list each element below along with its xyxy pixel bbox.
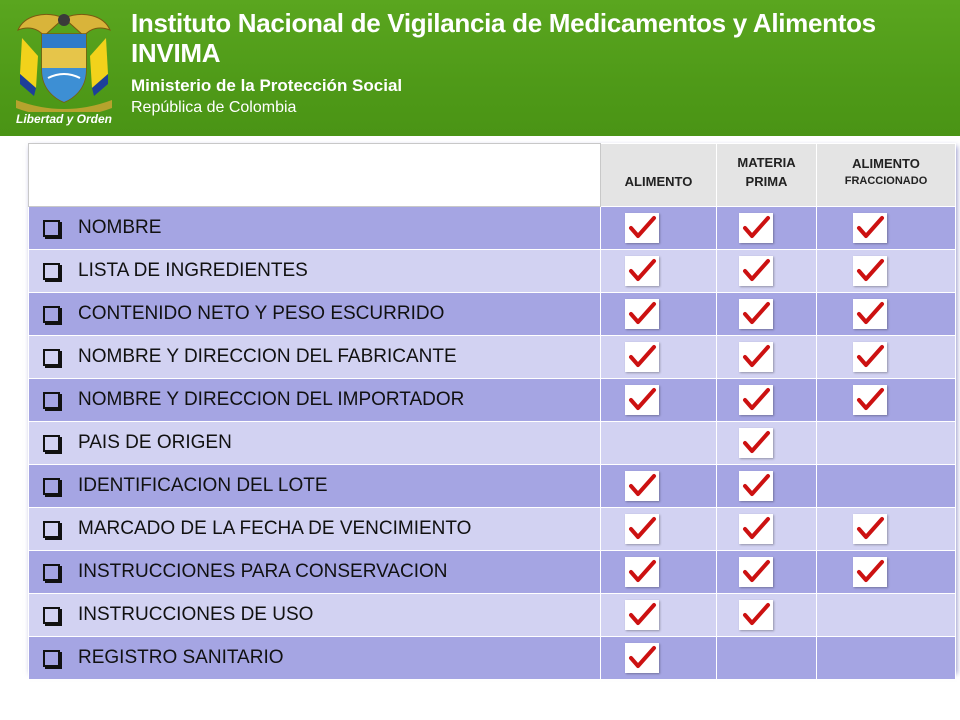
requirement-check-cell (717, 379, 817, 422)
logo-motto: Libertad y Orden (15, 112, 113, 126)
checkmark-icon (625, 643, 659, 673)
table-header-row (29, 144, 956, 207)
checkmark-icon (853, 342, 887, 372)
checkmark-icon (739, 600, 773, 630)
requirement-item (29, 217, 600, 239)
column-header-line2: ALIMENTO (624, 173, 693, 189)
header-corner-cell (29, 144, 601, 207)
labeling-requirements-table (28, 143, 955, 671)
requirement-item (29, 475, 600, 497)
checkbox-bullet-icon (43, 521, 60, 538)
requirement-check-cell (817, 508, 956, 551)
requirement-label: CONTENIDO NETO Y PESO ESCURRIDO (78, 303, 445, 324)
requirement-label-cell (29, 379, 601, 422)
requirement-label-cell (29, 422, 601, 465)
requirement-item (29, 604, 600, 626)
table-row (29, 379, 956, 422)
column-header-line1: ALIMENTO (852, 155, 920, 171)
requirement-check-cell (717, 465, 817, 508)
checkmark-icon (853, 213, 887, 243)
column-header-alimento-fraccionado (817, 144, 956, 207)
checkmark-icon (625, 385, 659, 415)
table-row (29, 594, 956, 637)
checkmark-icon (739, 557, 773, 587)
checkbox-bullet-icon (43, 306, 60, 323)
requirement-label-cell (29, 250, 601, 293)
table-row (29, 551, 956, 594)
country-label: República de Colombia (131, 99, 297, 116)
requirement-label-cell (29, 207, 601, 250)
requirement-check-cell (717, 637, 817, 680)
checkmark-icon (739, 256, 773, 286)
requirement-label-cell (29, 508, 601, 551)
requirement-check-cell (817, 422, 956, 465)
checkmark-icon (853, 385, 887, 415)
table-row (29, 207, 956, 250)
checkmark-icon (739, 428, 773, 458)
table-row (29, 637, 956, 680)
requirement-label-cell (29, 465, 601, 508)
requirement-item (29, 260, 600, 282)
checkbox-bullet-icon (43, 263, 60, 280)
requirement-check-cell (601, 465, 717, 508)
column-header-line2: PRIMA (745, 174, 788, 189)
requirement-check-cell (817, 336, 956, 379)
checkmark-icon (625, 514, 659, 544)
requirement-check-cell (601, 293, 717, 336)
requirement-check-cell (601, 250, 717, 293)
checkmark-icon (739, 342, 773, 372)
requirement-check-cell (601, 336, 717, 379)
requirement-label: INSTRUCCIONES PARA CONSERVACION (78, 561, 448, 582)
requirement-check-cell (601, 594, 717, 637)
table-row (29, 422, 956, 465)
requirement-check-cell (601, 379, 717, 422)
requirement-check-cell (817, 637, 956, 680)
checkmark-icon (625, 256, 659, 286)
table-row (29, 336, 956, 379)
requirement-check-cell (817, 465, 956, 508)
checkmark-icon (625, 471, 659, 501)
checkmark-icon (625, 213, 659, 243)
checkbox-bullet-icon (43, 220, 60, 237)
checkbox-bullet-icon (43, 607, 60, 624)
page-title: Instituto Nacional de Vigilancia de Medicamentos y Alimentos INVIMA (131, 8, 876, 68)
requirement-item (29, 303, 600, 325)
checkmark-icon (625, 557, 659, 587)
column-header-line2: FRACCIONADO (844, 174, 928, 187)
requirement-item (29, 518, 600, 540)
requirement-label: NOMBRE Y DIRECCION DEL IMPORTADOR (78, 389, 465, 410)
requirement-item (29, 647, 600, 669)
requirement-item (29, 389, 600, 411)
table-row (29, 250, 956, 293)
column-header-alimento (601, 144, 717, 207)
checkmark-icon (625, 342, 659, 372)
requirement-check-cell (817, 379, 956, 422)
checkbox-bullet-icon (43, 349, 60, 366)
checkmark-icon (625, 299, 659, 329)
requirement-check-cell (717, 207, 817, 250)
colombia-coat-of-arms-logo (14, 8, 114, 128)
requirement-label-cell (29, 293, 601, 336)
requirement-label-cell (29, 336, 601, 379)
requirement-item (29, 432, 600, 454)
requirement-check-cell (717, 250, 817, 293)
column-header-line1: MATERIA (737, 155, 796, 170)
table-row (29, 508, 956, 551)
requirement-check-cell (817, 207, 956, 250)
requirement-check-cell (601, 508, 717, 551)
requirement-check-cell (601, 422, 717, 465)
requirement-label-cell (29, 594, 601, 637)
requirement-check-cell (717, 594, 817, 637)
table-row (29, 293, 956, 336)
requirement-check-cell (817, 250, 956, 293)
requirement-label: PAIS DE ORIGEN (78, 432, 232, 453)
requirement-check-cell (717, 422, 817, 465)
requirement-check-cell (717, 551, 817, 594)
checkmark-icon (739, 299, 773, 329)
header-banner (0, 0, 960, 136)
checkmark-icon (853, 557, 887, 587)
checkmark-icon (625, 600, 659, 630)
requirement-check-cell (601, 637, 717, 680)
checkbox-bullet-icon (43, 435, 60, 452)
checkmark-icon (739, 213, 773, 243)
requirement-item (29, 346, 600, 368)
requirement-check-cell (717, 293, 817, 336)
requirement-label: NOMBRE Y DIRECCION DEL FABRICANTE (78, 346, 457, 367)
requirement-label: IDENTIFICACION DEL LOTE (78, 475, 328, 496)
checkbox-bullet-icon (43, 478, 60, 495)
checkbox-bullet-icon (43, 392, 60, 409)
requirement-check-cell (717, 336, 817, 379)
requirement-label: MARCADO DE LA FECHA DE VENCIMIENTO (78, 518, 472, 539)
requirement-check-cell (601, 207, 717, 250)
requirement-label: REGISTRO SANITARIO (78, 647, 284, 668)
column-header-materia-prima (717, 144, 817, 207)
checkmark-icon (739, 514, 773, 544)
requirements-grid (28, 143, 956, 680)
requirement-item (29, 561, 600, 583)
checkmark-icon (853, 256, 887, 286)
requirement-label: NOMBRE (78, 217, 162, 238)
requirement-check-cell (817, 594, 956, 637)
checkmark-icon (739, 471, 773, 501)
requirement-label-cell (29, 551, 601, 594)
checkbox-bullet-icon (43, 650, 60, 667)
table-row (29, 465, 956, 508)
requirement-label: LISTA DE INGREDIENTES (78, 260, 308, 281)
checkmark-icon (739, 385, 773, 415)
ministry-subtitle: Ministerio de la Protección Social (131, 76, 403, 95)
requirement-label: INSTRUCCIONES DE USO (78, 604, 314, 625)
checkmark-icon (853, 514, 887, 544)
requirement-check-cell (717, 508, 817, 551)
checkbox-bullet-icon (43, 564, 60, 581)
requirement-check-cell (601, 551, 717, 594)
requirement-check-cell (817, 293, 956, 336)
requirement-label-cell (29, 637, 601, 680)
requirement-check-cell (817, 551, 956, 594)
checkmark-icon (853, 299, 887, 329)
